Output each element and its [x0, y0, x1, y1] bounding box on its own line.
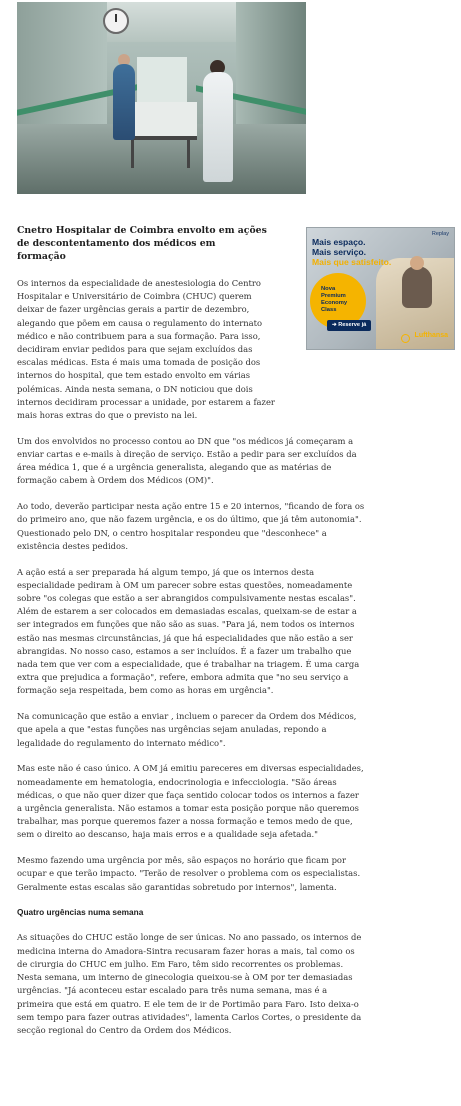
ad-badge-line: Economy — [321, 300, 348, 306]
ad-reserve-button[interactable]: ➔ Reserve já — [327, 320, 371, 331]
ad-badge-line: Nova — [321, 286, 336, 292]
lufthansa-crane-icon — [401, 334, 410, 343]
article-paragraph: As situações do CHUC estão longe de ser únicas. No ano passado, os internos de medicina interna do Amadora-Sintra recusaram fazer horas a mais, tal como os de cirurgia do CHUC em julho. Em Faro, têm sido recorrentes os problemas. Nesta semana, um interno de ginecologia queixou-se à OM por ter demasiadas urgências. "Já aconteceu estar escalado para três numa semana, mas é a primeira que está em quatro. E ele tem de ir de Portimão para Faro. Isto deixa-o sem tempo para fazer outras atividades", lamenta Carlos Cortes, o presidente da secção regional do Centro da Ordem dos Médicos. — [17, 932, 362, 1035]
article-photo — [17, 2, 306, 194]
ad-passenger-image — [402, 266, 432, 308]
article-paragraph: Na comunicação que estão a enviar , incluem o parecer da Ordem dos Médicos, que apela a que "estas funções nas urgências sejam anuladas, repondo a legalidade do regulamento do internato médico". — [17, 711, 357, 748]
ad-badge-line: Class — [321, 307, 337, 313]
article-paragraph: Os internos da especialidade de anestesiologia do Centro Hospitalar e Universitário de Coimbra (CHUC) querem deixar de fazer urgências gerais a partir de dezembro, alegando que põem em causa o regulamento do internato médico e não contribuem para a sua formação. Para isso, decidiram enviar pedidos para que sejam excluídos das escalas médicas. Esta é mais uma tomada de posição dos internos do hospital, que tem estado envolto em várias polémicas. Ainda nesta semana, o DN noticiou que dois internos decidiram processar a unidade, por estarem a fazer mais horas extras do que o previsto na lei. — [17, 278, 275, 421]
article-paragraph: A ação está a ser preparada há algum tempo, já que os internos desta especialidade pediram à OM um parecer sobre estas questões, nomeadamente sobre "os colegas que estão a ser abrangidos compulsivamente nestas escalas". Além de estarem a ser colocados em demasiadas escalas, queixam-se de estar a ser integrados em funções que não são as suas. "Para já, nem todos os internos estão nas mesmas circunstâncias, já que há especialidades que não estão a ser abrangidas. No nosso caso, estamos a ser incluídos. É a fazer um trabalho que nada tem que ver com a especialidade, que é trabalhar na triagem. É uma carga extra que prejudica a formação", refere, embora admita que "no seu serviço a formação seja respeitada, bem como as horas em urgência". — [17, 566, 360, 696]
photo-stretcher-leg — [131, 140, 134, 168]
article-paragraph: Ao todo, deverão participar nesta ação entre 15 e 20 internos, "ficando de fora os do primeiro ano, que não fazem urgência, e os do último, que já têm autonomia". Questionado pelo DN, o centro hospitalar respondeu que "desconhece" a existência destes pedidos. — [17, 501, 365, 551]
article-body — [17, 224, 366, 1050]
ad-badge-line: Premium — [321, 293, 346, 299]
ad-brand-logo: Lufthansa — [414, 332, 448, 339]
ad-passenger-head — [410, 256, 424, 270]
clock-icon — [103, 8, 129, 34]
ad-headline-1: Mais espaço. — [312, 237, 366, 247]
ad-headline-2: Mais serviço. — [312, 247, 366, 257]
photo-person — [113, 64, 135, 140]
photo-stretcher — [125, 102, 197, 140]
ad-replay-button[interactable]: Replay — [431, 231, 449, 237]
photo-person — [203, 72, 233, 182]
article-paragraph: Mesmo fazendo uma urgência por mês, são espaços no horário que ficam por ocupar e que terão impacto. "Terão de resolver o problema com os especialistas. Geralmente estas escalas são garantidas sobretudo por internos", lamenta. — [17, 855, 361, 892]
article-paragraph: Mas este não é caso único. A OM já emitiu pareceres em diversas especialidades, nomeadamente em hematologia, endocrinologia e infecciologia. "São áreas médicas, o que não quer dizer que faça sentido colocar todos os internos a fazer a urgência generalista. Não estamos a tomar esta posição porque não queremos trabalhar, mas porque queremos fazer a nossa formação e temos medo de que, sem o direito ao descanso, haja mais erros e a qualidade seja afetada." — [17, 763, 364, 840]
article-subheading: Quatro urgências numa semana — [17, 907, 144, 918]
article-headline: Cnetro Hospitalar de Coimbra envolto em ações de descontentamento dos médicos em formação — [17, 225, 267, 262]
photo-stretcher-leg — [187, 140, 190, 168]
ad-headline-3: Mais que satisfeito. — [312, 257, 392, 267]
article-paragraph: Um dos envolvidos no processo contou ao DN que "os médicos já começaram a enviar cartas e e-mails à direção de serviço. Estão a pedir para ser excluídos da área médica 1, que é a urgência generalista, alegando que as matérias de formação cabem à Ordem dos Médicos (OM)". — [17, 435, 357, 486]
